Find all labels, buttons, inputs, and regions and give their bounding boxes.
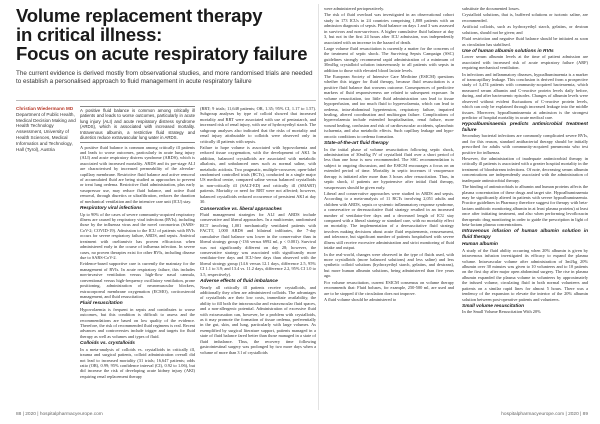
body-paragraph: Fluid restriction and negative fluid balance should be initiated as soon as circulation has stabilised. <box>462 36 588 47</box>
body-paragraph: In the initial phase of volume resuscitation following septic shock, administration of 30ml/kg IV of crystalloid fluid over a short period of less than one hour is now recommended. The SSC recommendation is subject to ongoing discussion, and the ESICM encourages a focus on an extended period of time. Mortality in septic increases if vasopressor therapy is initiated after more than 3 hours after resuscitation. Thus, in septic shock, if patients are hypotensive after initial fluid therapy, vasopressors should be given early. <box>324 146 454 190</box>
title-line: Focus on acute respiratory failure <box>16 43 308 64</box>
body-paragraph: A fluid volume should be administered to <box>324 296 397 302</box>
body-paragraph: However, the administration of inadequate antimicrobial therapy in critically ill patients is associated with a greater hospital mortality in the treatment of bloodstream infections. Of note, decreasing serum albumin concentrations are independently associated with the administration of inadequate antimicrobial therapy. <box>462 155 588 183</box>
body-paragraph: Hypovolaemia is frequent in sepsis and contributes to worse outcomes, but this condition is difficult to assess and the recommendations are based on low quality of the evidence. Therefore, the risk of recommended fluid regimens is real. Recent advances and controversies include trigger and targets for fluid therapy as well as volumes and types of fluid. <box>80 306 195 339</box>
section-heading: Human albumin <box>462 242 498 248</box>
body-column-3 <box>324 6 454 408</box>
body-paragraph: The European Society of Intensive Care Medicine (ESICM) questions whether this trigger for fluid therapy, because fluid resuscitation is a positive fluid balance that worsens outcome. Consequences of predictive markers of fluid responsiveness are related to subsequent exposure. In volume resuscitation, too little fluid administration can lead to tissue hypoperfusion, and too much fluid to hypervolaemia, which can lead to oedema, intra-abdominal hypertension, respiratory failure, impaired healing, altered coordination and multiorgan failure. Complications of hypervolaemia include extended hospitalisation, renal failure, more wound healing, confusion and risk of cardiovascular accidents, splanchnic ischaemia, and also metabolic effects. Such capillary leakage and hypo-oncotic conditions to oedema formation. <box>324 74 454 139</box>
author-affiliation: Department of Public Health, Medical Decision Making and Health Technology Assessment, University of Health Sciences, Medical Informatics and Technology, Hall (Tyrol), Austria <box>16 111 76 152</box>
body-paragraph: Up to 90% of the cases of severe community-acquired respiratory illness are caused by respiratory viral infections (RVIs), including those by the influenza virus and the novel coronavirus (SARS-CoV-2; COVID-19). Admission to the ICU of patients with RVIs occurs for severe respiratory failure, ARDS, and sepsis. Antiviral treatment with oseltamivir has proven efficacious when administered early in the course of influenza infection. In severe cases, no proven therapies exist for other RVIs, including disease due to SARS-CoV-2. <box>80 211 195 260</box>
body-paragraph: The risk of fluid overload was investigated in an observational cohort study in 173 ICUs in 24 countries comprising 1,808 patients with an admission diagnosis of sepsis. Fluid balance on days 1 and 3 was assessed in survivors and non-survivors. A higher cumulative fluid balance at day 3, but not in the first 24 hours after ICU admission, was independently associated with an increase in the hazard of death. <box>324 12 454 45</box>
section-heading: State-of-the-art fluid therapy <box>324 141 389 147</box>
section-heading: Fluid resuscitation <box>80 301 123 307</box>
author-name: Christian Wiedermann MD <box>16 106 74 111</box>
article-title <box>16 6 316 63</box>
body-paragraph: Fluid management strategies for ALI and ARDS include conservative and liberal approaches. In a multicentre, randomised RCT involving 1,001 mechanically ventilated patients with FACTT, 1,000 ARDS and bilateral infiltrates, the 7-day cumulative fluid balance was lower in the conservative than in liberal strategy group (-136 versus 6992 ml, p < 0.001). Survival was not significantly different on day 28; however, the conservative strategy was associated with significantly more ventilator-free days and ICU-free days than observed with the liberal strategy group (14.6 versus 12.1 days, difference 2.5, 95% CI 1.1 to 3.9; and 13.4 vs. 11.2 days, difference 2.2, 95% CI 1.0 to 3.5, respectively). <box>200 212 316 277</box>
body-paragraph: In infections and inflammatory diseases, hypoalbuminaemia is a marker of transcapillary leakage. This conclusion is derived from a prospective study of 3,474 patients with community-acquired bacteraemia, which measured serum albumin and C-reactive protein levels daily before, during, and after bacteraemic episodes. Changes of albumin levels were observed without evident fluctuations of C-reactive protein levels, which can only be explained through increased leakage into the middle tissues. Moreover, hypoalbuminaemia at admission is the strongest predictor of hospital mortality in acute medical care. <box>462 71 588 121</box>
body-paragraph: Nearly all critically ill patients receive crystalloids, and additionally they often are administered colloids. The advantages of crystalloids are their low costs, immediate availability, the ability to fill both the intravascular and extravascular fluid spaces, and a non-allergenic potential. Administration of excessive fluid with extravasation can, however, be a problem with crystalloids, as it may promote the formation of tissue oedema, preferentially in the gut, skin, and lung, particularly with large volumes. As exemplified by surgical literature support, patients managed in a state of fluid balance fared better than those managed in a state of fluid imbalance. Thus, the recovery time following gastrointestinal surgery was prolonged by two more days when a volume of more than 3 l of crystalloids <box>200 284 316 355</box>
body-paragraph: In the real-world, changes were observed in the type of fluids used, with more crystalloids (more balanced solutions) and less saline) and less synthetic colloid solutions (hydroxyethyl starch, gelatins, and dextrans), but more human albumin solutions, being administered than five years ago. <box>324 251 454 279</box>
divider <box>16 100 316 101</box>
title-line: Volume replacement therapy <box>16 5 263 26</box>
body-paragraph: Failure to hope volume is associated with hypovolaemia and reduced tissue oxygenation, with the development of AKI. In addition, balanced crystalloids are associated with metabolic alkalosis, and unbalanced ones such as normal saline, with metabolic acidosis. Two pragmatic, multiple-crossover, open-label randomised controlled trials (RCTs), conducted in a single major US medical centre, compared saline versus balanced crystalloids in non-critically ill (SALT-ED) and critically ill (SMART) patients. Mortality or need for RRT were not affected; however, balanced crystalloids reduced occurrence of persistent AKI at day 30. <box>200 144 316 205</box>
body-paragraph: A study of the fluid ability occurring when 20% albumin is given by intravenous infusion investigated its efficacy to expand the plasma volume. Intravascular volume after administration of 3ml/kg 20% albumin over 30 minutes was given to 10 volunteers and to 10 patients on the first day after major open abdominal surgery. The rise in plasma albumin expanded the plasma volume in volunteers by approximately the infused volume, circulating fluid in both normal volunteers and patients on a similar rapid lines for almost 5 hours. There was a tendency of the expansion to elevate the interior of the 20% albumin solution between post-operative patients and volunteers. <box>462 247 588 302</box>
body-paragraph: In the Small Volume Resuscitation With 20% <box>462 309 541 315</box>
page-gutter <box>318 4 319 410</box>
section-heading: Intravenous infusion of human albumin solution in fluid therapy <box>462 229 588 240</box>
body-column-4 <box>462 6 588 408</box>
body-paragraph: In a meta-analysis of colloids vs. crystalloids in critically ill, trauma and surgical patients, colloid administration overall did not lead to increased mortality (31 trials; 16,647 patients; odds ratio (OR), 0.99; 95% confidence interval (CI), 0.92 to 1.06), but did increase the risk of developing acute kidney injury (AKI) requiring renal replacement therapy <box>80 346 195 379</box>
standfirst-box: A positive fluid balance is common among critically ill patients and leads to worse outcomes, particularly in acute lung injury (ALI) and acute respiratory distress syndrome (ARDS), which is associated with increased mortality. Intravenous albumin, a restrictive fluid strategy and diuretics reduce extravascular lung water in ARDS. <box>80 106 195 143</box>
section-heading: Hypoalbuminaemia predicts antimicrobial treatment failure <box>462 122 588 133</box>
author-block <box>16 106 76 152</box>
body-paragraph: were administered perioperatively. <box>324 6 385 11</box>
section-heading: Respiratory viral infections <box>80 206 142 212</box>
body-paragraph: Large volume fluid resuscitation is currently a matter for the concerns of the treatment of septic shock. The Surviving Sepsis Campaign (SSC) guidelines strongly recommend rapid administration of a minimum of 30ml/kg crystalloid solution intravenously to all patients with sepsis in addition to those with elevated blood lactate levels. <box>324 45 454 73</box>
footer-left: 88 | 2020 | hospitalpharmacyeurope.com <box>16 412 103 417</box>
body-paragraph: Evidence-based supportive care is currently the mainstay for the management of RVIs. In acute respiratory failure, this includes non-invasive ventilation versus high-flow nasal cannula, conventional versus high-frequency oscillatory ventilation, prone positioning, administration of neuromuscular blockers, extracorporeal membrane oxygenation (ECMO), corticosteroid management, and fluid resuscitation. <box>80 261 195 299</box>
title-line: in critical illness: <box>16 24 163 45</box>
body-paragraph: Crystalloid solutions, that is, buffered solutions or isotonic saline, are recommended. <box>462 12 588 23</box>
body-paragraph: The binding of antimicrobials to albumin and human proteins affects the plasma concentration of these drugs and target site. Hypoalbuminaemia may be significantly altered in patients with severe hypoalbuminaemia. Practice guidelines in Pharmacy therefore suggest for therapy with beta-lactam antibiotic monitoring albumin in at least plasma proteins) at least once after initiating treatment, and also when performing levofloxacin therapeutic drug monitoring in order to guide the prescription in light of beta-lactam plasma concentrations. <box>462 184 588 228</box>
body-paragraph: substitute the documented losses. <box>462 6 520 11</box>
section-heading: Adverse effects of fluid imbalance <box>200 279 278 285</box>
body-paragraph: For volume resuscitation, current ESICM consensus on volume therapy recommends that: Fluid boluses, for example, 250-500 ml, are used and are to be stopped if the circulation does not improve. <box>324 279 454 296</box>
footer-right: hospitalpharmacyeurope.com | 2020 | 89 <box>501 412 588 417</box>
body-paragraph: Artificial colloids, such as hydroxyethyl starch, gelatins, or dextran solutions, should not be given; and <box>462 24 588 35</box>
body-paragraph: Liberal and conservative approaches were studied in ARDS and sepsis. According to a meta-analysis of 11 RCTs involving 2,051 adults and children with ARDS, sepsis or systemic inflammatory response syndrome, a conservative or deresuscitative fluid strategy resulted in an increased number of ventilator-free days and a decreased length of ICU stay compared with a liberal strategy or standard care, with no mortality effect on mortality. The implementation of a deresuscitative fluid strategy involves making decisions about acute fluid requirements, reassessment, and tolerance, but significant number of patients hospitalised with severe illness still receive excessive administration and strict monitoring of fluid intake and output. <box>324 190 454 251</box>
body-paragraph: A positive fluid balance is common among critically ill patients and leads to worse outcomes, particularly in acute lung injury (ALI) and acute respiratory distress syndrome (ARDS), which is associated with increased mortality. ARDS and its pre-stage ALI are characterised by increased permeability of the alveolar-capillary membrane. Restrictive fluid balance and active removal of accumulated fluid are being studied as approaches to prevent or treat lung oedema. Restrictive fluid administration, plus early vasopressor use, may reduce fluid balance, and active fluid removal, through diuretics or ultrafiltration, reduces the duration of mechanical ventilation and the intensive care unit (ICU) stay. <box>80 144 195 204</box>
section-heading: Colloids vs. crystalloids <box>80 341 135 347</box>
body-column-2 <box>200 106 316 408</box>
body-paragraph: (RRT; 9 trials; 11,648 patients; OR, 1.35; 95% CI, 1.17 to 1.57). Subgroup analyses by type of colloid showed that increased mortality and RRT were associated with use of pentastarch, and increased risk of renal injury, with use of hydroxyethyl starch. The subgroup analyses also indicated that the risks of mortality and renal injury attributable to colloids were observed only in critically ill patients with sepsis. <box>200 106 316 144</box>
article-deck: The current evidence is derived mostly from observational studies, and more randomised trials are needed to establish a personalised approach to fluid management in acute respiratory failure <box>16 70 313 85</box>
body-column-1 <box>80 106 195 408</box>
section-heading: Conservative vs. liberal approaches <box>200 206 282 212</box>
section-heading: Use of human albumin solutions in RVIs <box>462 48 554 54</box>
section-heading: Small volume resuscitation <box>462 303 525 309</box>
body-paragraph: Lower serum albumin levels at the time of patient admission are associated with increased risk of acute respiratory failure (ARF) requiring mechanical ventilation. <box>462 54 588 71</box>
body-paragraph: Secondary bacterial infections are commonly complicated severe RVIs, and for this reason, standard antibacterial therapy should be initially prescribed for adults with community-acquired pneumonia who test positive for influenza. <box>462 133 588 155</box>
